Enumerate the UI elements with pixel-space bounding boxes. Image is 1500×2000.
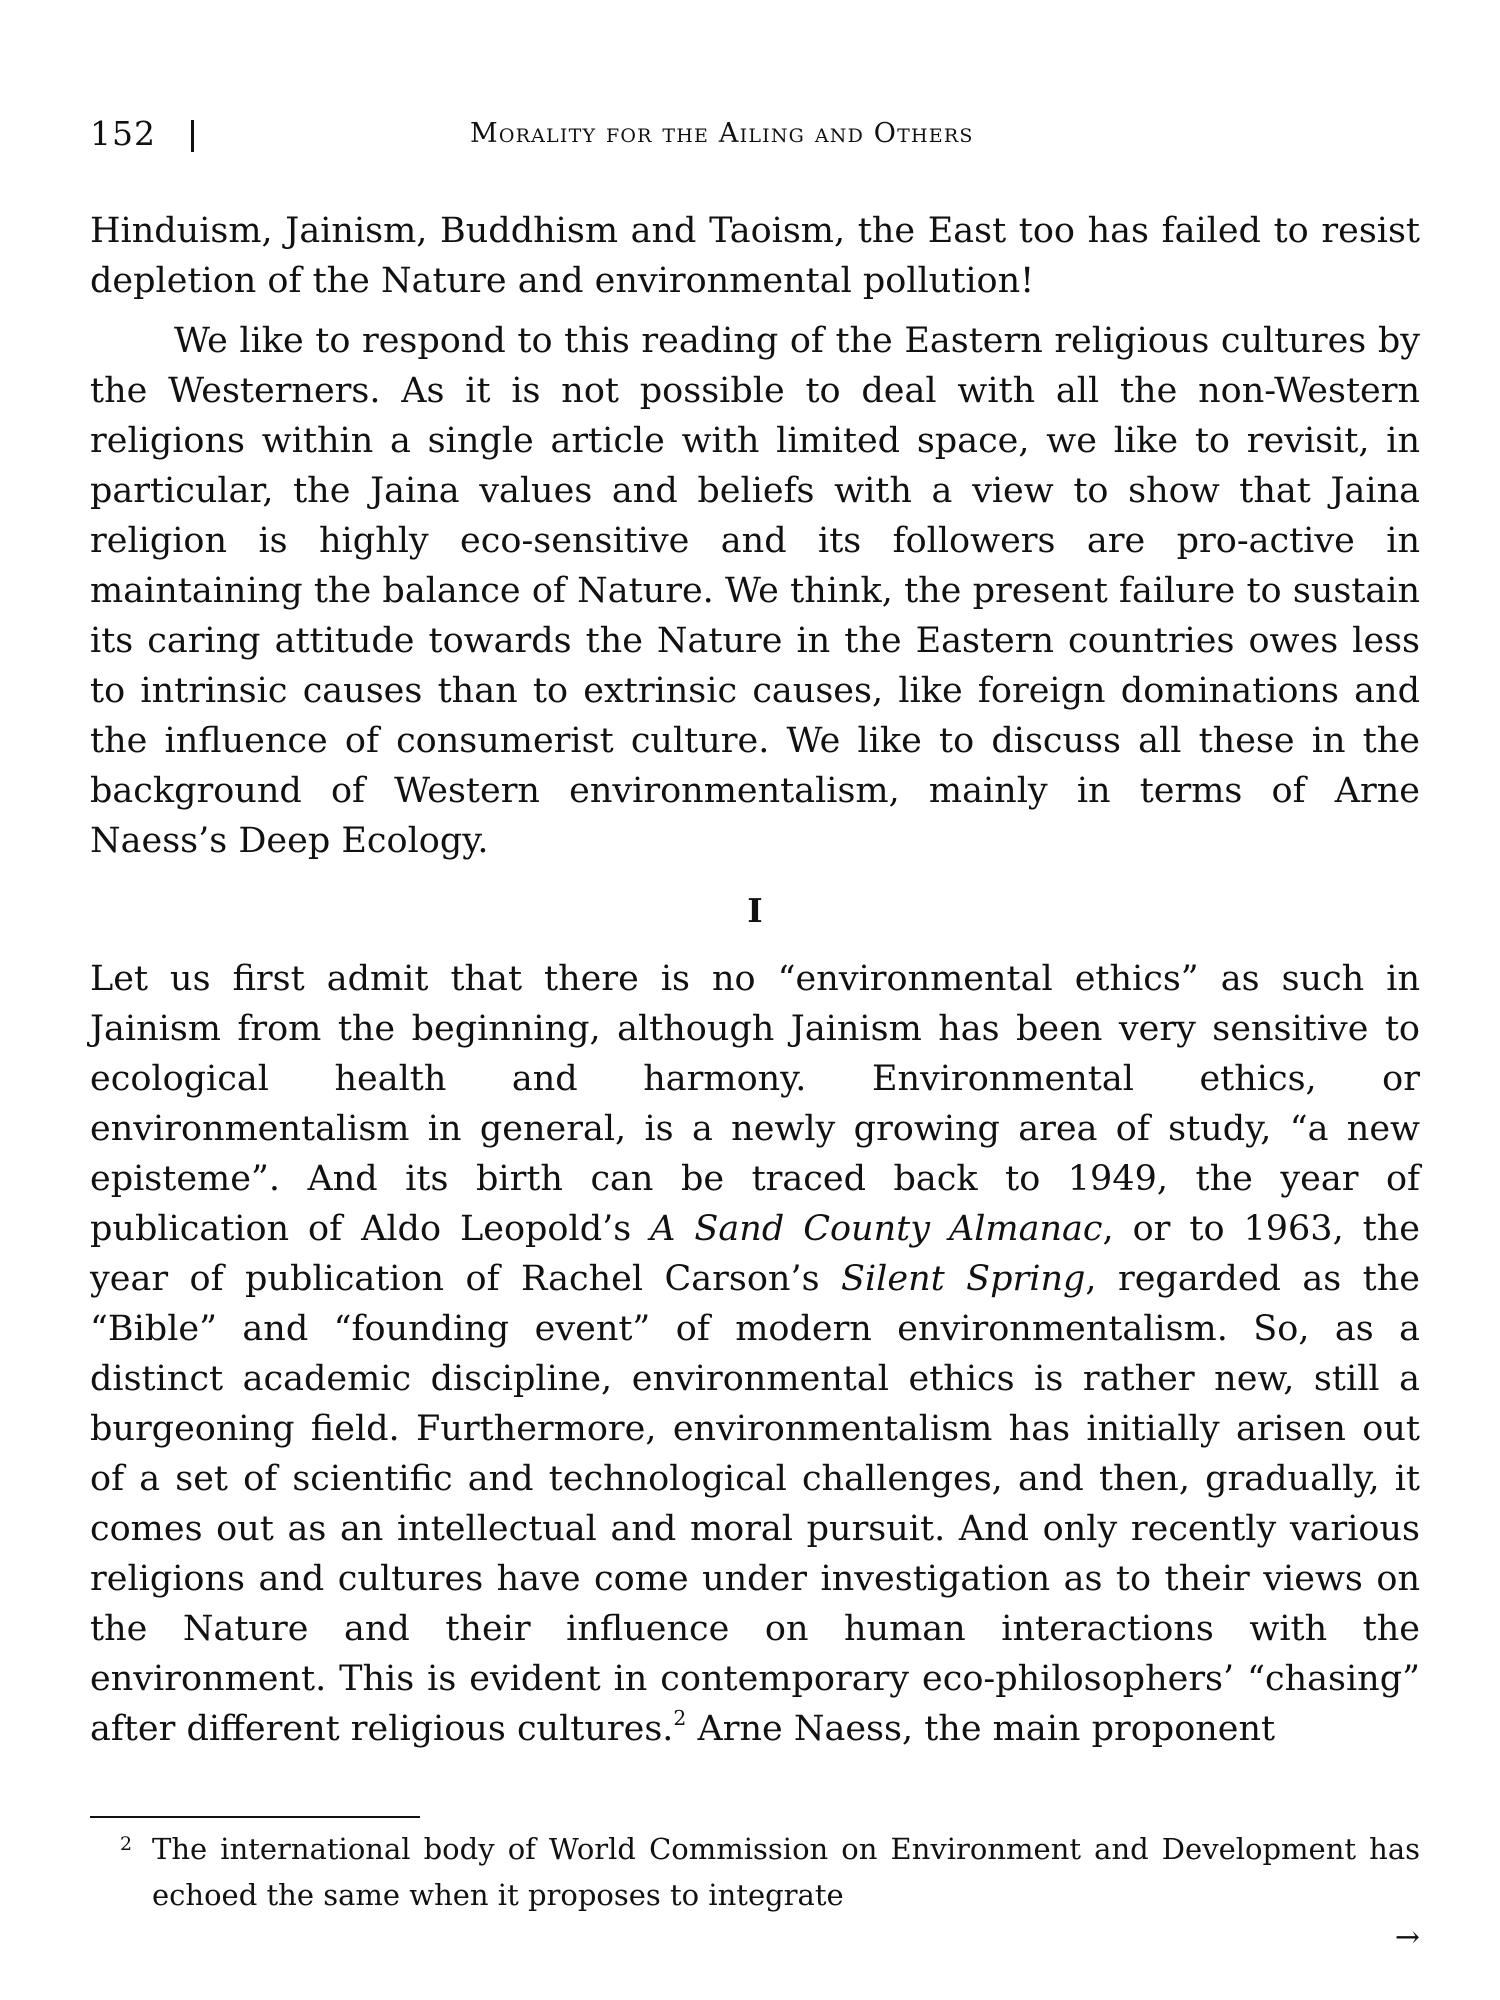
running-head <box>90 112 1420 156</box>
page-number: 152 <box>90 114 156 153</box>
footnote-marker: 2 <box>120 1833 133 1855</box>
section-heading: I <box>747 891 763 930</box>
running-head-divider <box>191 120 194 152</box>
footnote-text: The international body of World Commission on Environment and Development has echoed the same when it proposes to integrate <box>152 1832 1420 1912</box>
book-title-sand-county: A Sand County Almanac <box>650 1209 1103 1249</box>
book-title-silent-spring: Silent Spring <box>841 1259 1086 1299</box>
paragraph-response: We like to respond to this reading of the Eastern religious cultures by the Westerners. As it is not possible to deal with all the non-Western religions within a single article with limited space, we like to revisit, in particular, the Jaina values and beliefs with a view to show that Jaina religion is highly eco-sensitive and its followers are pro-active in maintaining the balance of Nature. We think, the present failure to sustain its caring attitude towards the Nature in the Eastern countries owes less to intrinsic causes than to extrinsic causes, like foreign dominations and the influence of consumerist culture. We like to discuss all these in the background of Western environmentalism, mainly in terms of Arne Naess’s Deep Ecology. <box>90 321 1420 861</box>
paragraph-section-one <box>90 954 1420 1754</box>
text-run: Arne Naess, the main proponent <box>686 1709 1276 1749</box>
text-run: , or to 1963, the year of publication of Rachel Carson’s <box>90 1209 1421 1299</box>
text-run: Let us first admit that there is no “environmental ethics” as such in Jainism from the beginning, although Jainism has been very sensitive to ecological health and harmony. Environmental ethics, or environmentalism in general, is a newly growing area of study, “a new episteme”. And its birth can be traced back to 1949, the year of publication of Aldo Leopold’s <box>90 959 1420 1249</box>
running-title: Morality for the Ailing and Others <box>470 118 974 149</box>
paragraph-continued: Hinduism, Jainism, Buddhism and Taoism, the East too has failed to resist depletion of the Nature and environmental pollution! <box>90 211 1420 301</box>
footnote <box>90 1826 1420 1955</box>
continuation-arrow-icon: → <box>1394 1920 1420 1955</box>
footnote-reference[interactable]: 2 <box>673 1706 687 1731</box>
body-text <box>90 206 1420 1754</box>
text-run: , regarded as the “Bible” and “founding event” of modern environmentalism. So, as a distinct academic discipline, environmental ethics is rather new, still a burgeoning field. Furthermore, environmentalism has initially arisen out of a set of scientific and technological challenges, and then, gradually, it comes out as an intellectual and moral pursuit. And only recently various religions and cultures have come under investigation as to their views on the Nature and their influence on human interactions with the environment. This is evident in contemporary eco-philosophers’ “chasing” after different religious cultures. <box>90 1259 1420 1749</box>
footnote-divider <box>90 1816 420 1818</box>
